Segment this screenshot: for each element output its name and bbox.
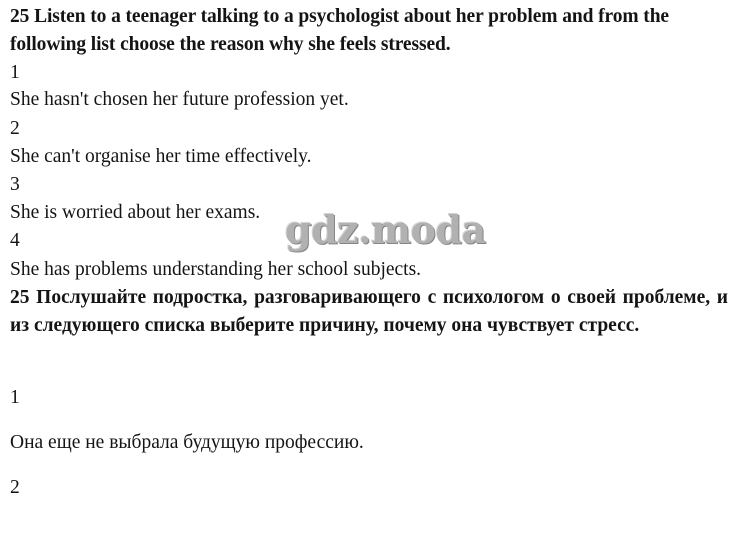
english-option-4-text: She has problems understanding her school subjects. [10,259,422,280]
russian-option-2-number: 2 [10,477,20,498]
site-watermark: gdz.moda [285,207,486,252]
english-option-2-number: 2 [10,118,20,139]
english-option-4-number: 4 [10,230,20,251]
english-option-2-text: She can't organise her time effectively. [10,146,312,167]
english-task-heading: 25 Listen to a teenager talking to a psychologist about her problem and from the following list choose the reason why she feels stressed. [10,6,669,55]
russian-option-1-text: Она еще не выбрала будущую профессию. [10,432,364,453]
english-option-3-text: She is worried about her exams. [10,202,261,223]
russian-option-1-number: 1 [10,387,20,408]
english-option-1-text: She hasn't chosen her future profession yet. [10,89,349,110]
russian-task-heading: 25 Послушайте подростка, разговаривающего с психологом о своей проблеме, и из следующего списка выберите причину, почему она чувствует стресс. [10,287,728,336]
english-option-1-number: 1 [10,62,20,83]
english-option-3-number: 3 [10,174,20,195]
